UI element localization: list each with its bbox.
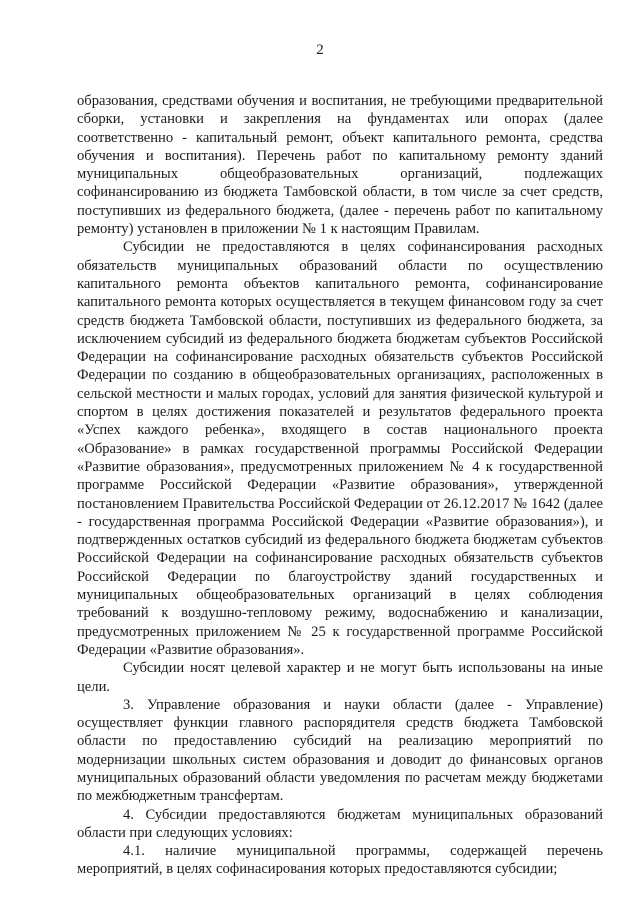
paragraph-subsidy-exclusions: Субсидии не предоставляются в целях софинансирования расходных обязательств муниципальных образований области по осуществлению капитального ремонта объектов капитального ремонта, софинансирование капитального ремонта которых осуществляется в текущем финансовом году за счет средств бюджета Тамбовской области, поступивших из федерального бюджета, за исключением субсидий из федерального бюджета бюджетам субъектов Российской Федерации на софинансирование расходных обязательств субъектов Российской Федерации по созданию в общеобразовательных организациях, расположенных в сельской местности и малых городах, условий для занятия физической культурой и спортом в целях достижения показателей и результатов федерального проекта «Успех каждого ребенка», входящего в состав национального проекта «Образование» в рамках государственной программы Российской Федерации «Развитие образования», предусмотренных приложением № 4 к государственной программе Российской Федерации «Развитие образования», утвержденной постановлением Правительства Российской Федерации от 26.12.2017 № 1642 (далее - государственная программа Российской Федерации «Развитие образования»), и подтвержденных остатков субсидий из федерального бюджета бюджетам субъектов Российской Федерации на софинансирование расходных обязательств субъектов Российской Федерации по благоустройству зданий государственных и муниципальных общеобразовательных организаций в целях соблюдения требований к воздушно-тепловому режиму, водоснабжению и канализации, предусмотренных приложением № 25 к государственной программе Российской Федерации «Развитие образования». <box>77 239 603 658</box>
paragraph-item-3: 3. Управление образования и науки области (далее - Управление) осуществляет функции главного распорядителя средств бюджета Тамбовской области по предоставлению субсидий на реализацию мероприятий по модернизации школьных систем образования и доводит до финансовых органов муниципальных образований области уведомления по расчетам между бюджетами по межбюджетным трансфертам. <box>77 696 603 805</box>
paragraph-continuation: образования, средствами обучения и воспитания, не требующими предварительной сборки, установки и закрепления на фундаментах или опорах (далее соответственно - капитальный ремонт, объект капитального ремонта, средства обучения и воспитания). Перечень работ по капитальному ремонту зданий муниципальных общеобразовательных организаций, подлежащих софинансированию из бюджета Тамбовской области, в том числе за счет средств, поступивших из федерального бюджета, (далее - перечень работ по капитальному ремонту) установлен в приложении № 1 к настоящим Правилам. <box>77 93 603 238</box>
page-number: 2 <box>316 42 324 58</box>
paragraph-subsidy-purpose: Субсидии носят целевой характер и не могут быть использованы на иные цели. <box>77 660 603 695</box>
paragraph-item-4: 4. Субсидии предоставляются бюджетам муниципальных образований области при следующих условиях: <box>77 806 603 841</box>
document-body <box>77 92 603 879</box>
paragraph-item-4-1: 4.1. наличие муниципальной программы, содержащей перечень мероприятий, в целях софинасирования которых предоставляются субсидии; <box>77 843 603 878</box>
